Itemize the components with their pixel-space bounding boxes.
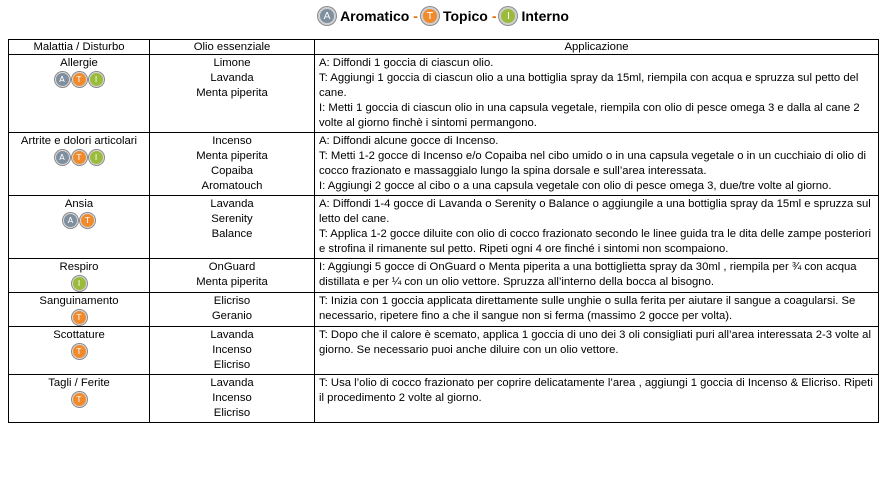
disease-cell: [9, 196, 150, 259]
application-text: A: Diffondi 1-4 gocce di Lavanda o Serenity o Balance o aggiungile a una bottiglia spray da 15ml e spruzza sul letto del cane.: [319, 198, 871, 225]
legend-topical: [421, 7, 488, 25]
topical-badge-icon: T: [72, 310, 87, 325]
disease-cell: [9, 293, 150, 327]
oil-name: Lavanda: [210, 329, 254, 341]
application-text: T: Applica 1-2 gocce diluite con olio di cocco frazionato secondo le linee guida tra le dita delle zampe posteriori e strofina il rimanente sul petto. Ripeti ogni 4 ore finché i sintomi non scompaiono.: [319, 228, 871, 255]
application-text: T: Inizia con 1 goccia applicata direttamente sulle unghie o sulla ferita per aiutare il sangue a coagularsi. Se necessario, ripetere fino a che il sangue non si ferma (massimo 2 gocce per volta).: [319, 295, 856, 322]
legend-separator: -: [491, 8, 497, 24]
oils-cell: [150, 55, 315, 133]
oil-name: Aromatouch: [201, 180, 263, 192]
topical-badge-icon: T: [421, 7, 439, 25]
usage-badges: [12, 392, 146, 407]
application-text: T: Metti 1-2 gocce di Incenso e/o Copaiba nel cibo umido o in una capsula vegetale o in un cucchiaio di olio di cocco frazionato e massaggialo lungo la spina dorsale e sull’area interessata.: [319, 150, 866, 177]
internal-badge-icon: I: [499, 7, 517, 25]
oil-name: Balance: [211, 228, 253, 240]
disease-name: Sanguinamento: [39, 295, 119, 307]
legend-label-internal: Interno: [521, 8, 569, 24]
application-cell: [315, 293, 879, 327]
disease-name: Respiro: [59, 261, 99, 273]
disease-cell: [9, 133, 150, 196]
application-cell: [315, 55, 879, 133]
oil-name: Lavanda: [210, 72, 254, 84]
table-row: [9, 55, 879, 133]
application-text: T: Dopo che il calore è scemato, applica 1 goccia di uno dei 3 oli consigliati puri all’area interessata 2-3 volte al giorno. Se necessario puoi anche diluire con un olio vettore.: [319, 329, 871, 356]
oil-name: Incenso: [212, 392, 252, 404]
oils-cell: [150, 259, 315, 293]
oils-cell: [150, 196, 315, 259]
internal-badge-icon: I: [89, 150, 104, 165]
disease-cell: [9, 259, 150, 293]
oil-name: Serenity: [211, 213, 253, 225]
application-text: T: Aggiungi 1 goccia di ciascun olio a una bottiglia spray da 15ml, riempila con acqua e spruzza sul petto del cane.: [319, 72, 859, 99]
usage-badges: [12, 213, 146, 228]
header-application: Applicazione: [315, 40, 879, 55]
disease-cell: [9, 375, 150, 423]
application-cell: [315, 375, 879, 423]
usage-badges: [12, 72, 146, 87]
essential-oils-table: [8, 39, 879, 423]
usage-badges: [12, 150, 146, 165]
oil-name: Lavanda: [210, 198, 254, 210]
disease-cell: [9, 327, 150, 375]
oils-cell: [150, 375, 315, 423]
oils-cell: [150, 327, 315, 375]
table-row: [9, 133, 879, 196]
application-cell: [315, 133, 879, 196]
topical-badge-icon: T: [72, 72, 87, 87]
oil-name: OnGuard: [208, 261, 256, 273]
oils-cell: [150, 293, 315, 327]
application-cell: [315, 196, 879, 259]
application-text: I: Aggiungi 2 gocce al cibo o a una capsula vegetale con olio di pesce omega 3, due/tre volte al giorno.: [319, 180, 832, 192]
oil-name: Elicriso: [213, 359, 251, 371]
application-text: I: Aggiungi 5 gocce di OnGuard o Menta piperita a una bottiglietta spray da 30ml , riempila per ¾ con acqua distillata e per ¼ con un olio vettore. Spruzza all’interno della bocca al bisogno.: [319, 261, 857, 288]
disease-name: Scottature: [53, 329, 105, 341]
oil-name: Limone: [213, 57, 251, 69]
oil-name: Incenso: [212, 135, 252, 147]
topical-badge-icon: T: [80, 213, 95, 228]
internal-badge-icon: I: [89, 72, 104, 87]
oil-name: Elicriso: [213, 295, 251, 307]
application-text: T: Usa l’olio di cocco frazionato per coprire delicatamente l’area , aggiungi 1 goccia di Incenso & Elicriso. Ripeti il procedimento 2 volte al giorno.: [319, 377, 873, 404]
application-text: I: Metti 1 goccia di ciascun olio in una capsula vegetale, riempila con olio di pesce omega 3 e dalla al cane 2 volte al giorno finchè i sintomi permangono.: [319, 102, 860, 129]
table-row: [9, 196, 879, 259]
disease-cell: [9, 55, 150, 133]
internal-badge-icon: I: [72, 276, 87, 291]
oil-name: Copaiba: [210, 165, 254, 177]
legend-label-aromatic: Aromatico: [340, 8, 410, 24]
usage-badges: [12, 276, 146, 291]
oil-name: Geranio: [211, 310, 253, 322]
table-row: [9, 259, 879, 293]
oil-name: Menta piperita: [196, 150, 268, 162]
usage-badges: [12, 310, 146, 325]
legend-label-topical: Topico: [442, 8, 488, 24]
application-cell: [315, 259, 879, 293]
disease-name: Ansia: [64, 198, 94, 210]
topical-badge-icon: T: [72, 344, 87, 359]
usage-badges: [12, 344, 146, 359]
disease-name: Allergie: [60, 57, 98, 69]
table-row: [9, 327, 879, 375]
header-disease: Malattia / Disturbo: [9, 40, 150, 55]
oils-cell: [150, 133, 315, 196]
aromatic-badge-icon: A: [318, 7, 336, 25]
oil-name: Menta piperita: [196, 276, 268, 288]
table-row: [9, 375, 879, 423]
oil-name: Elicriso: [213, 407, 251, 419]
legend-aromatic: [318, 7, 409, 25]
application-text: A: Diffondi 1 goccia di ciascun olio.: [319, 57, 494, 69]
legend-separator: -: [413, 8, 418, 24]
oil-name: Menta piperita: [196, 87, 268, 99]
legend: [0, 4, 887, 28]
topical-badge-icon: T: [72, 392, 87, 407]
aromatic-badge-icon: A: [55, 150, 70, 165]
disease-name: Tagli / Ferite: [48, 377, 110, 389]
application-text: A: Diffondi alcune gocce di Incenso.: [319, 135, 499, 147]
disease-name: Artrite e dolori articolari: [20, 135, 138, 147]
table-body: [9, 55, 879, 423]
header-oil: Olio essenziale: [150, 40, 315, 55]
legend-internal: [499, 7, 568, 25]
header-row: [9, 40, 879, 55]
table-row: [9, 293, 879, 327]
aromatic-badge-icon: A: [55, 72, 70, 87]
oil-name: Lavanda: [210, 377, 254, 389]
application-cell: [315, 327, 879, 375]
aromatic-badge-icon: A: [63, 213, 78, 228]
oil-name: Incenso: [212, 344, 252, 356]
topical-badge-icon: T: [72, 150, 87, 165]
